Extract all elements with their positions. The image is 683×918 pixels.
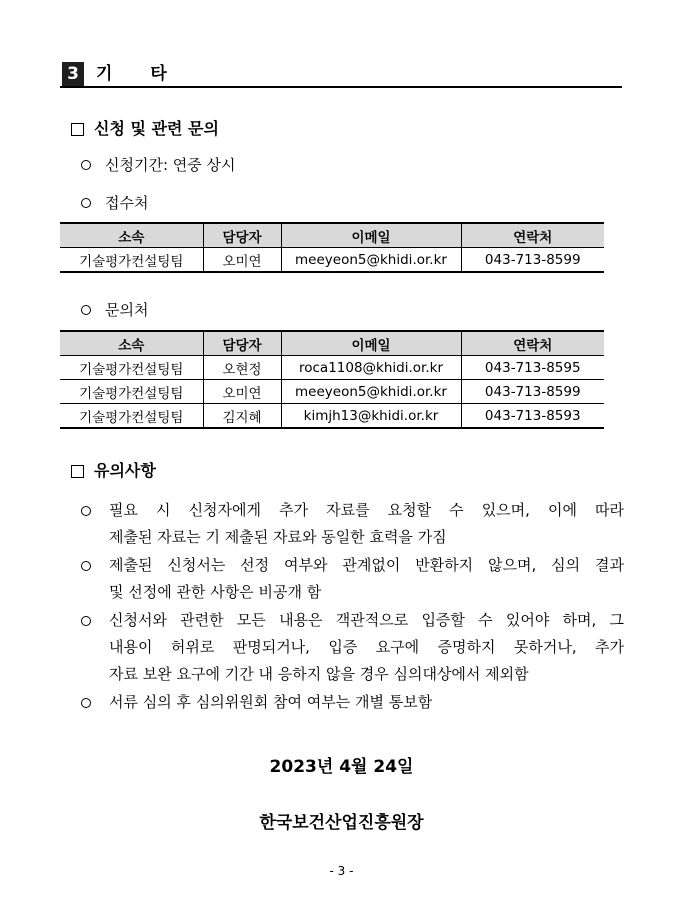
header-cell: 연락처	[461, 223, 604, 248]
table-row	[60, 248, 604, 273]
document-date: 2023년 4월 24일	[269, 757, 414, 777]
receipt-label: 접수처	[105, 194, 149, 212]
phone-cell: 043-713-8599	[461, 380, 604, 404]
phone-cell: 043-713-8595	[461, 356, 604, 380]
header-cell: 연락처	[461, 331, 604, 356]
email-cell: kimjh13@khidi.or.kr	[281, 404, 461, 429]
bullet-circle-icon	[81, 616, 91, 626]
checkbox-square-icon	[71, 123, 84, 136]
team-cell: 기술평가컨설팅팀	[60, 380, 203, 404]
note-line: 서류 심의 후 심의위원회 참여 여부는 개별 통보함	[109, 693, 433, 711]
header-cell: 담당자	[203, 331, 281, 356]
header-cell: 소속	[60, 223, 203, 248]
inquiry-label: 문의처	[105, 301, 149, 319]
apply-heading	[71, 119, 219, 139]
page-number: - 3 -	[329, 864, 354, 878]
contact-person-cell: 오미연	[203, 380, 281, 404]
section-number: 3	[62, 62, 84, 86]
table-row	[60, 404, 604, 429]
phone-cell: 043-713-8593	[461, 404, 604, 429]
table-row	[60, 356, 604, 380]
receipt-label-item	[81, 193, 148, 213]
apply-heading-text: 신청 및 관련 문의	[94, 119, 219, 138]
email-cell: roca1108@khidi.or.kr	[281, 356, 461, 380]
notes-heading-text: 유의사항	[94, 461, 156, 480]
note-line: 및 선정에 관한 사항은 비공개 함	[109, 583, 322, 601]
table-row	[60, 380, 604, 404]
team-cell: 기술평가컨설팅팀	[60, 404, 203, 429]
email-cell: meeyeon5@khidi.or.kr	[281, 248, 461, 273]
inquiry-label-item	[81, 300, 148, 320]
header-cell: 담당자	[203, 223, 281, 248]
header-cell: 이메일	[281, 331, 461, 356]
note-line: 자료 보완 요구에 기간 내 응하지 않을 경우 심의대상에서 제외함	[109, 665, 529, 683]
note-line: 제출된 신청서는 선정 여부와 관계없이 반환하지 않으며, 심의 결과	[109, 556, 624, 574]
inquiry-table	[60, 330, 604, 429]
team-cell: 기술평가컨설팅팀	[60, 356, 203, 380]
bullet-circle-icon	[81, 305, 91, 315]
section-title: 기타	[96, 64, 205, 84]
note-line: 내용이 허위로 판명되거나, 입증 요구에 증명하지 못하거나, 추가	[109, 638, 624, 656]
bullet-circle-icon	[81, 561, 91, 571]
note-line: 제출된 자료는 기 제출된 자료와 동일한 효력을 가짐	[109, 528, 447, 546]
note-line: 필요 시 신청자에게 추가 자료를 요청할 수 있으며, 이에 따라	[109, 501, 624, 519]
contact-person-cell: 오미연	[203, 248, 281, 273]
issuing-organization: 한국보건산업진흥원장	[259, 813, 424, 833]
notes-heading	[71, 461, 156, 481]
table-header-row	[60, 223, 604, 248]
table-header-row	[60, 331, 604, 356]
note-line: 신청서와 관련한 모든 내용은 객관적으로 입증할 수 있어야 하며, 그	[109, 611, 624, 629]
checkbox-square-icon	[71, 465, 84, 478]
period-item	[81, 155, 236, 175]
receipt-table	[60, 222, 604, 273]
period-text: 신청기간: 연중 상시	[105, 156, 236, 174]
team-cell: 기술평가컨설팅팀	[60, 248, 203, 273]
bullet-circle-icon	[81, 698, 91, 708]
header-cell: 소속	[60, 331, 203, 356]
contact-person-cell: 김지혜	[203, 404, 281, 429]
contact-person-cell: 오현정	[203, 356, 281, 380]
section-divider	[60, 86, 622, 88]
email-cell: meeyeon5@khidi.or.kr	[281, 380, 461, 404]
phone-cell: 043-713-8599	[461, 248, 604, 273]
bullet-circle-icon	[81, 160, 91, 170]
header-cell: 이메일	[281, 223, 461, 248]
bullet-circle-icon	[81, 506, 91, 516]
bullet-circle-icon	[81, 198, 91, 208]
